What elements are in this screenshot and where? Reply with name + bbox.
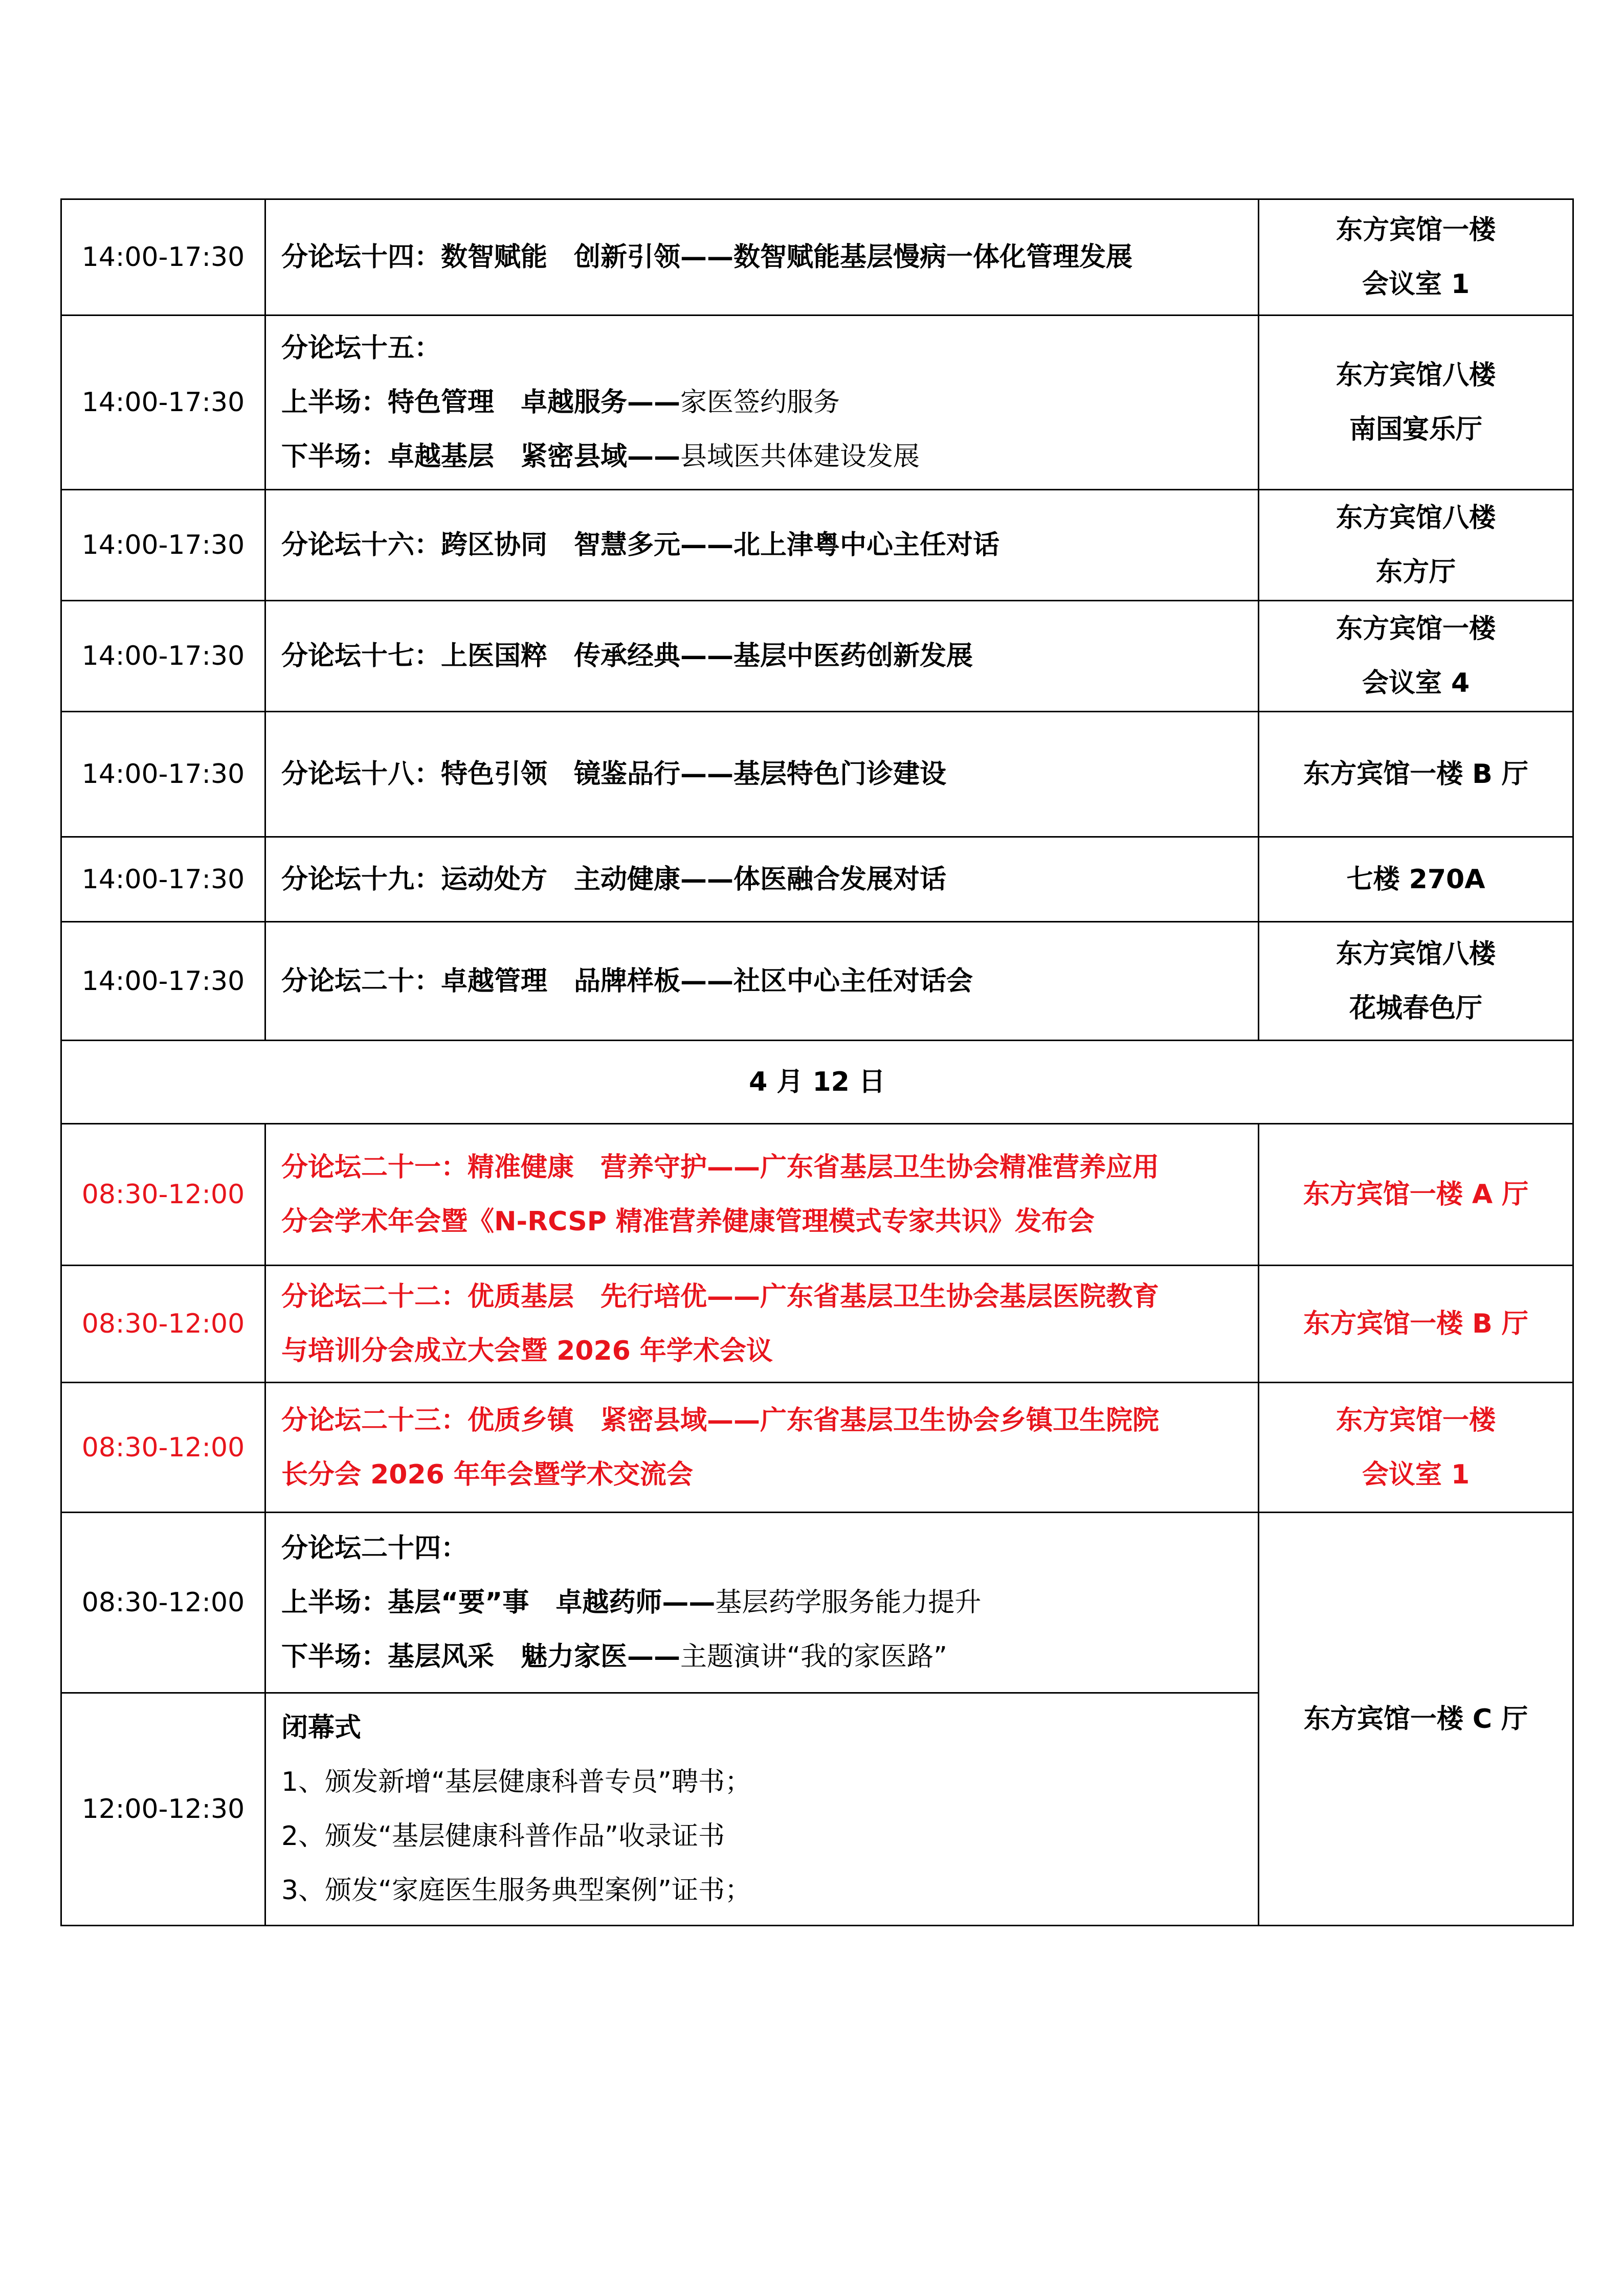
first-half-line bbox=[281, 1575, 1248, 1630]
topic-cell: 分论坛十九：运动处方 主动健康——体医融合发展对话 bbox=[265, 837, 1259, 922]
venue-line: 东方宾馆一楼 B 厅 bbox=[1303, 759, 1528, 790]
venue-cell bbox=[1259, 490, 1573, 601]
time-cell: 14:00-17:30 bbox=[61, 712, 265, 837]
topic-cell bbox=[265, 316, 1259, 490]
topic-cell bbox=[265, 1383, 1259, 1513]
time-cell: 14:00-17:30 bbox=[61, 199, 265, 316]
venue-line: 东方宾馆一楼 bbox=[1336, 215, 1496, 245]
topic-cell: 分论坛十四：数智赋能 创新引领——数智赋能基层慢病一体化管理发展 bbox=[265, 199, 1259, 316]
venue-line: 东方宾馆一楼 A 厅 bbox=[1303, 1179, 1529, 1210]
topic-cell bbox=[265, 1124, 1259, 1266]
time-cell: 08:30-12:00 bbox=[61, 1513, 265, 1693]
venue-line: 七楼 270A bbox=[1346, 864, 1485, 895]
topic-cell: 分论坛十六：跨区协同 智慧多元——北上津粤中心主任对话 bbox=[265, 490, 1259, 601]
venue-line: 会议室 4 bbox=[1362, 668, 1470, 699]
topic-line: 分论坛二十三：优质乡镇 紧密县域——广东省基层卫生协会乡镇卫生院院 bbox=[281, 1405, 1160, 1436]
table-row bbox=[61, 837, 1573, 922]
time-cell: 14:00-17:30 bbox=[61, 316, 265, 490]
table-row bbox=[61, 1124, 1573, 1266]
venue-line: 花城春色厅 bbox=[1349, 993, 1482, 1024]
closing-item: 1、颁发新增“基层健康科普专员”聘书； bbox=[281, 1767, 751, 1797]
venue-line: 东方宾馆一楼 C 厅 bbox=[1303, 1703, 1528, 1735]
venue-cell bbox=[1259, 199, 1573, 316]
time-cell: 08:30-12:00 bbox=[61, 1383, 265, 1513]
topic-line: 分会学术年会暨《N-RCSP 精准营养健康管理模式专家共识》发布会 bbox=[281, 1206, 1095, 1237]
topic-cell: 分论坛十七：上医国粹 传承经典——基层中医药创新发展 bbox=[265, 601, 1259, 712]
forum-heading: 分论坛十五： bbox=[281, 333, 441, 364]
venue-cell bbox=[1259, 1266, 1573, 1383]
topic-cell bbox=[265, 1693, 1259, 1926]
first-half-title: 上半场：特色管理 卓越服务—— bbox=[281, 387, 681, 418]
closing-heading: 闭幕式 bbox=[281, 1713, 362, 1743]
time-cell: 12:00-12:30 bbox=[61, 1693, 265, 1926]
venue-line: 南国宴乐厅 bbox=[1349, 414, 1482, 445]
topic-line: 与培训分会成立大会暨 2026 年学术会议 bbox=[281, 1336, 773, 1366]
date-row bbox=[61, 1041, 1573, 1124]
venue-cell bbox=[1259, 601, 1573, 712]
venue-line: 东方宾馆一楼 B 厅 bbox=[1303, 1309, 1528, 1339]
venue-line: 东方宾馆八楼 bbox=[1336, 360, 1496, 391]
topic-cell: 分论坛十八：特色引领 镜鉴品行——基层特色门诊建设 bbox=[265, 712, 1259, 837]
topic-cell bbox=[265, 1266, 1259, 1383]
schedule-table bbox=[60, 198, 1574, 1926]
venue-line: 东方厅 bbox=[1375, 557, 1456, 588]
first-half-subtitle: 家医签约服务 bbox=[680, 387, 840, 418]
venue-line: 东方宾馆一楼 bbox=[1336, 614, 1496, 644]
venue-cell bbox=[1259, 837, 1573, 922]
table-row bbox=[61, 490, 1573, 601]
venue-cell bbox=[1259, 1513, 1573, 1926]
venue-cell bbox=[1259, 1383, 1573, 1513]
first-half-title: 上半场：基层“要”事 卓越药师—— bbox=[281, 1587, 716, 1618]
second-half-line bbox=[281, 430, 1248, 484]
time-cell: 08:30-12:00 bbox=[61, 1124, 265, 1266]
second-half-subtitle: 县域医共体建设发展 bbox=[680, 441, 920, 472]
venue-line: 会议室 1 bbox=[1362, 269, 1470, 300]
venue-cell bbox=[1259, 712, 1573, 837]
venue-line: 东方宾馆八楼 bbox=[1336, 503, 1496, 533]
time-cell: 14:00-17:30 bbox=[61, 490, 265, 601]
time-cell: 14:00-17:30 bbox=[61, 601, 265, 712]
venue-line: 会议室 1 bbox=[1362, 1459, 1470, 1490]
table-row bbox=[61, 199, 1573, 316]
table-row bbox=[61, 1383, 1573, 1513]
second-half-title: 下半场：基层风采 魅力家医—— bbox=[281, 1641, 681, 1672]
first-half-subtitle: 基层药学服务能力提升 bbox=[715, 1587, 982, 1618]
table-row bbox=[61, 1266, 1573, 1383]
topic-cell bbox=[265, 1513, 1259, 1693]
time-cell: 08:30-12:00 bbox=[61, 1266, 265, 1383]
table-row bbox=[61, 1513, 1573, 1693]
venue-cell bbox=[1259, 1124, 1573, 1266]
closing-item: 2、颁发“基层健康科普作品”收录证书 bbox=[281, 1821, 725, 1852]
forum-heading: 分论坛二十四： bbox=[281, 1533, 468, 1564]
table-row bbox=[61, 601, 1573, 712]
second-half-subtitle: 主题演讲“我的家医路” bbox=[680, 1641, 947, 1672]
venue-line: 东方宾馆一楼 bbox=[1336, 1405, 1496, 1436]
date-heading: 4 月 12 日 bbox=[61, 1041, 1573, 1124]
topic-cell: 分论坛二十：卓越管理 品牌样板——社区中心主任对话会 bbox=[265, 922, 1259, 1041]
venue-cell bbox=[1259, 922, 1573, 1041]
table-row bbox=[61, 316, 1573, 490]
second-half-line bbox=[281, 1630, 1248, 1684]
closing-item: 3、颁发“家庭医生服务典型案例”证书； bbox=[281, 1875, 751, 1906]
topic-line: 分论坛二十二：优质基层 先行培优——广东省基层卫生协会基层医院教育 bbox=[281, 1281, 1160, 1312]
time-cell: 14:00-17:30 bbox=[61, 837, 265, 922]
topic-line: 分论坛二十一：精准健康 营养守护——广东省基层卫生协会精准营养应用 bbox=[281, 1152, 1160, 1183]
second-half-title: 下半场：卓越基层 紧密县域—— bbox=[281, 441, 681, 472]
first-half-line bbox=[281, 375, 1248, 430]
topic-line: 长分会 2026 年年会暨学术交流会 bbox=[281, 1459, 693, 1490]
venue-cell bbox=[1259, 316, 1573, 490]
venue-line: 东方宾馆八楼 bbox=[1336, 938, 1496, 970]
table-row bbox=[61, 922, 1573, 1041]
table-row bbox=[61, 712, 1573, 837]
time-cell: 14:00-17:30 bbox=[61, 922, 265, 1041]
